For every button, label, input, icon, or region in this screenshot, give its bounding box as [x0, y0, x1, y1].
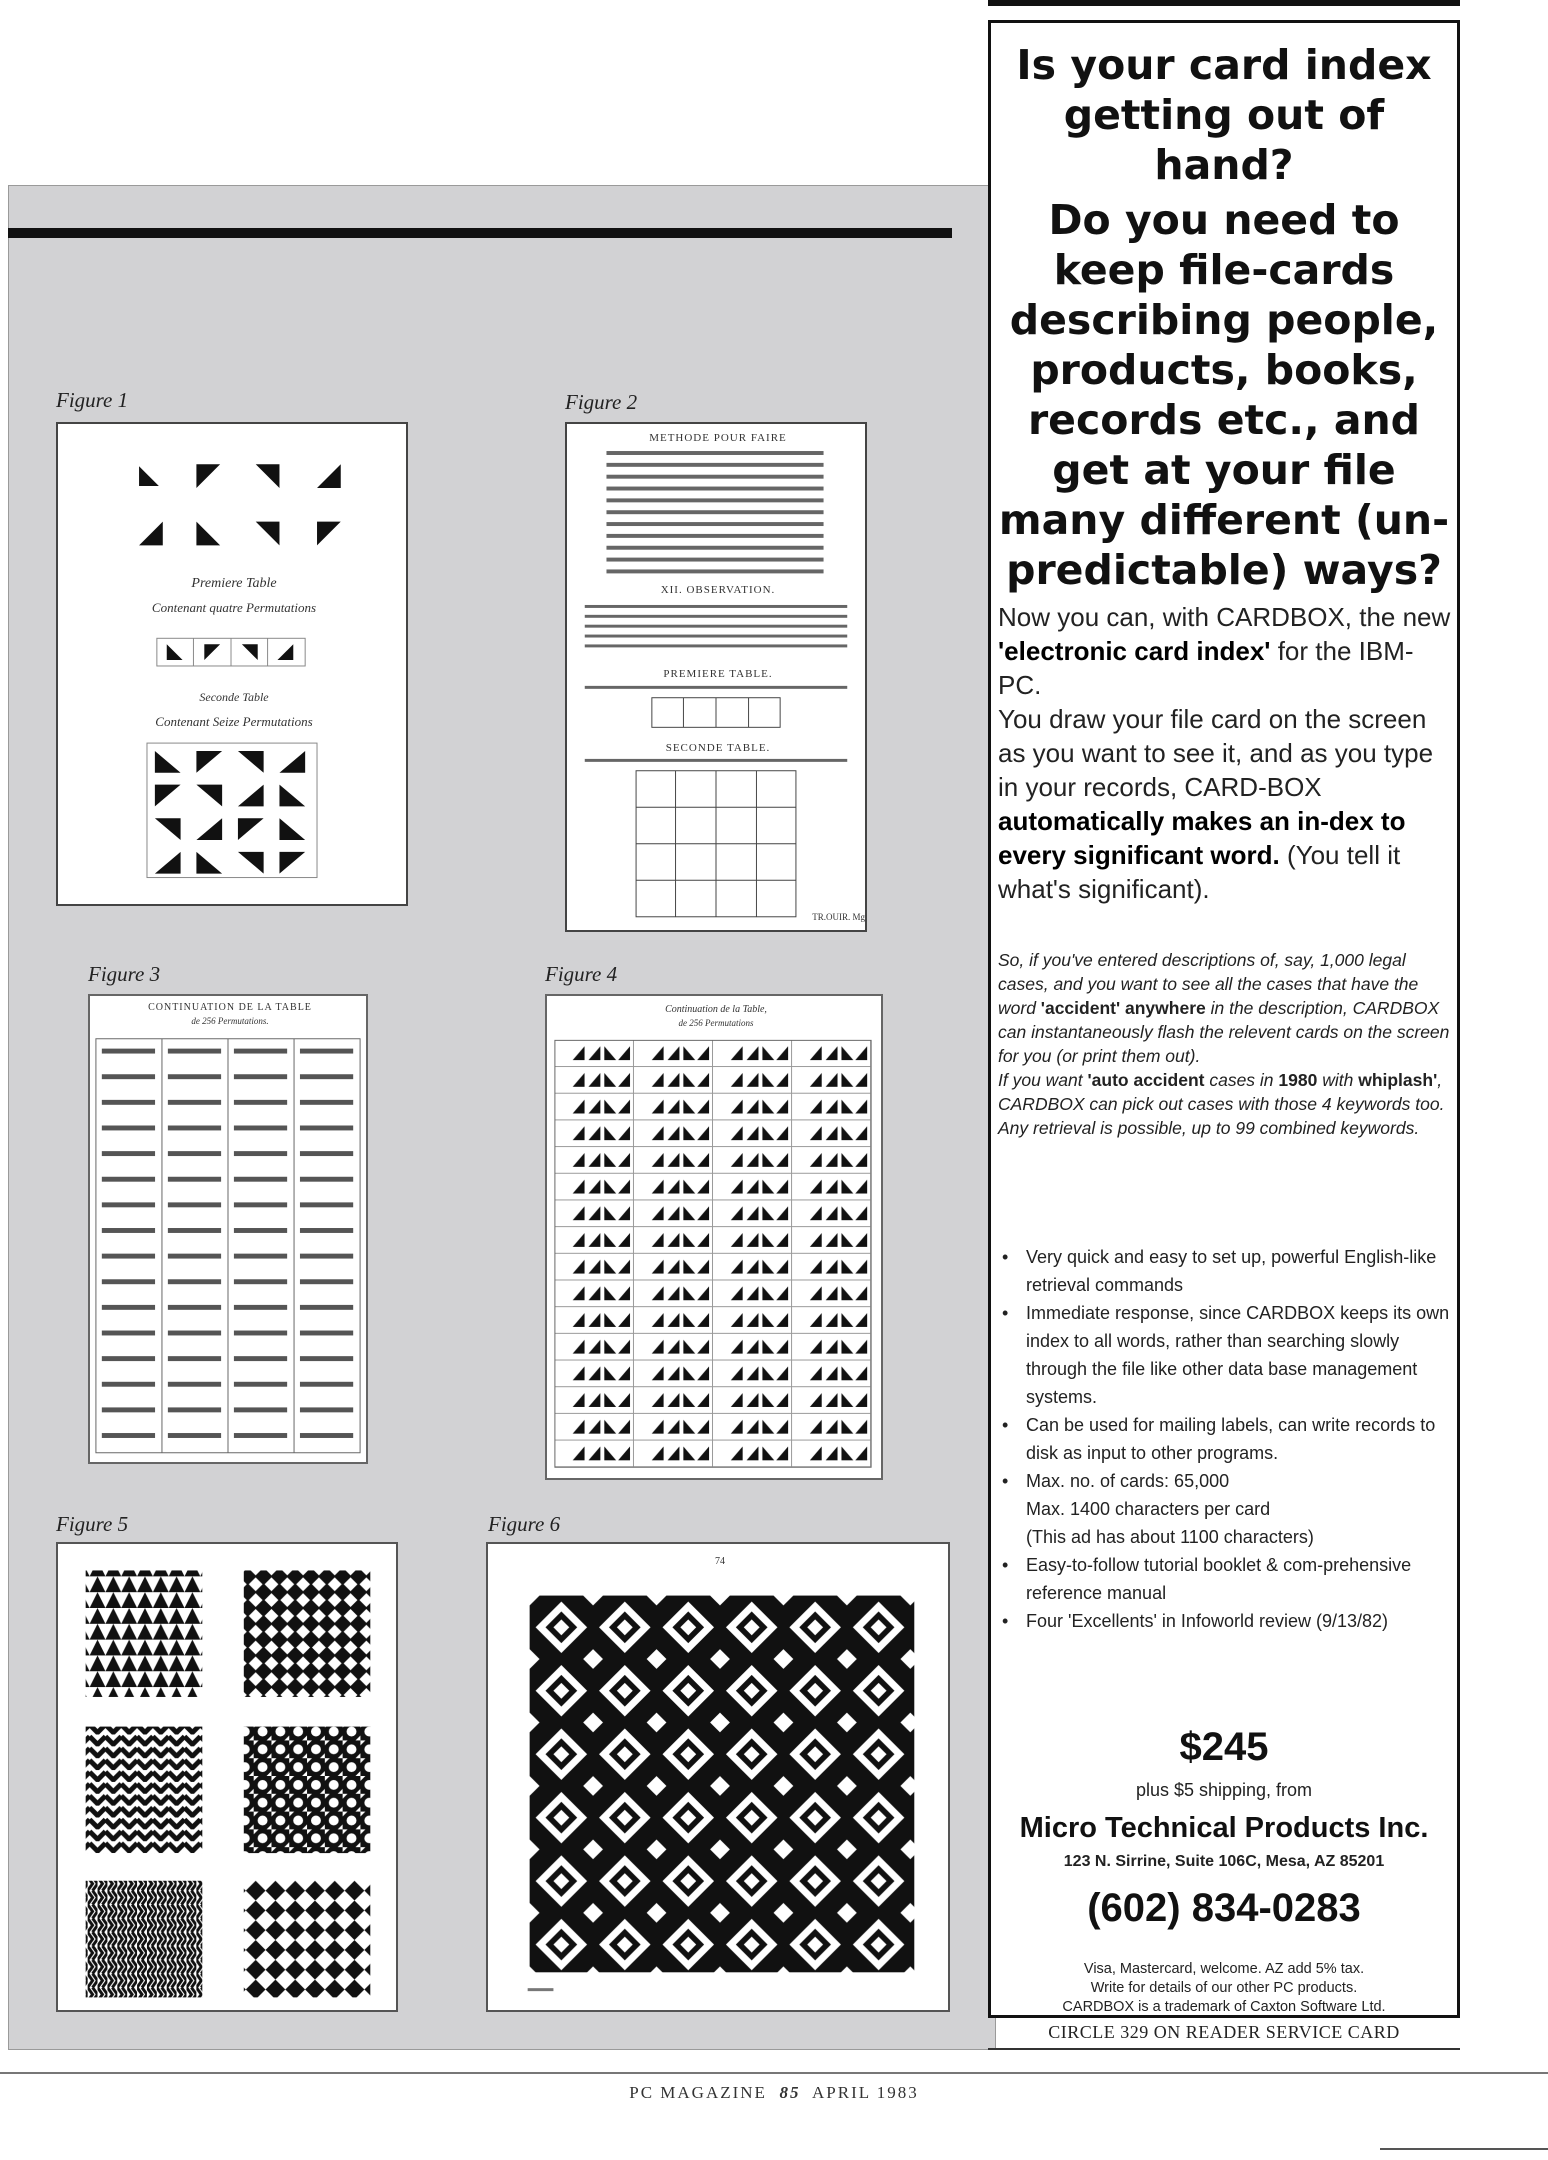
figure-2-heading: METHODE POUR FAIRE [649, 432, 787, 444]
corner-rule [1380, 2148, 1548, 2150]
ad-example-emphasis: 'auto accident [1087, 1070, 1205, 1090]
ad-body-text: You draw your file card on the screen as you want to see it, and as you type in your records, CARD-BOX [998, 704, 1434, 802]
ad-body [998, 600, 1452, 906]
ad-feature-item: • Immediate response, since CARDBOX keeps its own index to all words, rather than searching slowly through the file like other data base management systems. [1000, 1299, 1450, 1411]
figure-1-tiles [58, 424, 406, 904]
ad-example-text: in the description, CARDBOX can instantaneously flash the relevent cards on the screen for you (or print them out). [998, 998, 1450, 1066]
ad-shipping: plus $5 shipping, from [1135, 1780, 1313, 1800]
ad-example-emphasis: 1980 [1278, 1070, 1318, 1090]
ad-fine-line: CARDBOX is a trademark of Caxton Software Ltd. [1062, 1999, 1386, 2015]
footer-date: APRIL 1983 [812, 2083, 919, 2102]
ad-body-emphasis: 'electronic card index' [998, 636, 1271, 666]
figure-2-premiere: PREMIERE TABLE. [663, 668, 773, 680]
page-footer [0, 2083, 1548, 2103]
figure-1-subtitle-2: Contenant Seize Permutations [155, 714, 313, 729]
ad-feature-list [1000, 1243, 1450, 1635]
ad-feature-item: • Four 'Excellents' in Infoworld review (9/13/82) [1000, 1607, 1450, 1635]
ad-feature-item: • Very quick and easy to set up, powerful English-like retrieval commands [1000, 1243, 1450, 1299]
figure-1-title-1: Premiere Table [191, 576, 277, 591]
ad-example-emphasis: 'accident' [1040, 998, 1121, 1018]
ad-body-text: Now you can, with CARDBOX, the new [998, 602, 1451, 632]
ad-feature-item: • Easy-to-follow tutorial booklet & com-prehensive reference manual [1000, 1551, 1450, 1607]
figure-6-caption: Figure 6 [488, 1512, 561, 1536]
figure-3-heading: CONTINUATION DE LA TABLE [148, 1002, 312, 1013]
footer-rule [0, 2072, 1548, 2074]
ad-example-emphasis: anywhere [1125, 998, 1206, 1018]
reader-service-rule [988, 2048, 1460, 2050]
figure-3-plate [88, 994, 368, 1464]
ad-price: $245 [1179, 1725, 1269, 1769]
figure-4-heading: Continuation de la Table, [665, 1004, 767, 1015]
figure-2-caption: Figure 2 [565, 390, 638, 414]
ad-address: 123 N. Sirrine, Suite 106C, Mesa, AZ 85201 [1063, 1853, 1385, 1870]
ad-company-name: Micro Technical Products Inc. [1019, 1812, 1429, 1844]
figure-1-plate [56, 422, 408, 906]
figure-1-title-2: Seconde Table [199, 690, 269, 704]
figure-4-caption: Figure 4 [545, 962, 618, 986]
footer-page-number: 85 [779, 2083, 801, 2102]
figure-4-subheading: de 256 Permutations [678, 1018, 754, 1028]
reader-service-line: CIRCLE 329 ON READER SERVICE CARD [1048, 2022, 1400, 2042]
ad-feature-item: • Can be used for mailing labels, can write records to disk as input to other programs. [1000, 1411, 1450, 1467]
figure-6-pattern [488, 1544, 948, 2010]
figure-5-plate [56, 1542, 398, 2012]
ad-top-rule [988, 0, 1460, 6]
ad-body-text: for the IBM-PC. [998, 636, 1414, 700]
ad-question: Do you need to keep file-cards describing people, products, books, records etc., and get at your file many different (un-predictable) ways? [998, 196, 1450, 594]
ad-fine-line: Visa, Mastercard, welcome. AZ add 5% tax. [1083, 1961, 1365, 1977]
ad-example-text: If you want [998, 1070, 1088, 1090]
ad-fine-line: Write for details of our other PC products. [1090, 1980, 1358, 1996]
top-rule [8, 228, 952, 238]
figure-4-plate [545, 994, 883, 1480]
ad-fine-print [996, 1960, 1452, 2017]
figure-1-subtitle-1: Contenant quatre Permutations [151, 600, 317, 615]
ad-example-text: So, if you've entered descriptions of, say, 1,000 legal cases, and you want to see all the cases that have the word [998, 950, 1419, 1018]
ad-feature-item: • Max. no. of cards: 65,000 Max. 1400 characters per card (This ad has about 1100 characters) [1000, 1467, 1450, 1551]
ad-example-emphasis: whiplash' [1358, 1070, 1438, 1090]
ad-example-text [998, 948, 1452, 1140]
ad-example-text: , CARDBOX can pick out cases with those 4 keywords too. Any retrieval is possible, up to 99 combined keywords. [998, 1070, 1445, 1138]
figure-6-plate [486, 1542, 950, 2012]
figure-2-plate [565, 422, 867, 932]
figure-3-table [90, 996, 366, 1462]
figure-3-subheading: de 256 Permutations. [191, 1016, 269, 1026]
figure-4-tiles [547, 996, 881, 1478]
ad-body-emphasis: automatically makes an in-dex to every significant word. [998, 806, 1406, 870]
ad-headline: Is your card index getting out of hand? [1016, 41, 1432, 189]
figure-5-patterns [58, 1544, 396, 2010]
ad-example-text: cases in [1204, 1070, 1279, 1090]
ad-body-text: (You tell it what's significant). [998, 840, 1401, 904]
figure-1-caption: Figure 1 [56, 388, 129, 412]
figure-5-caption: Figure 5 [56, 1512, 129, 1536]
figure-2-signature: TR.OUIR. Mg [812, 912, 865, 922]
ad-example-text: with [1317, 1070, 1359, 1090]
figure-3-caption: Figure 3 [88, 962, 161, 986]
figure-2-observation: XII. OBSERVATION. [660, 584, 776, 596]
footer-magazine: PC MAGAZINE [629, 2083, 767, 2102]
figure-2-seconde: SECONDE TABLE. [665, 742, 771, 754]
ad-phone: (602) 834-0283 [1087, 1886, 1361, 1930]
figure-6-page-number: 74 [715, 1556, 725, 1567]
